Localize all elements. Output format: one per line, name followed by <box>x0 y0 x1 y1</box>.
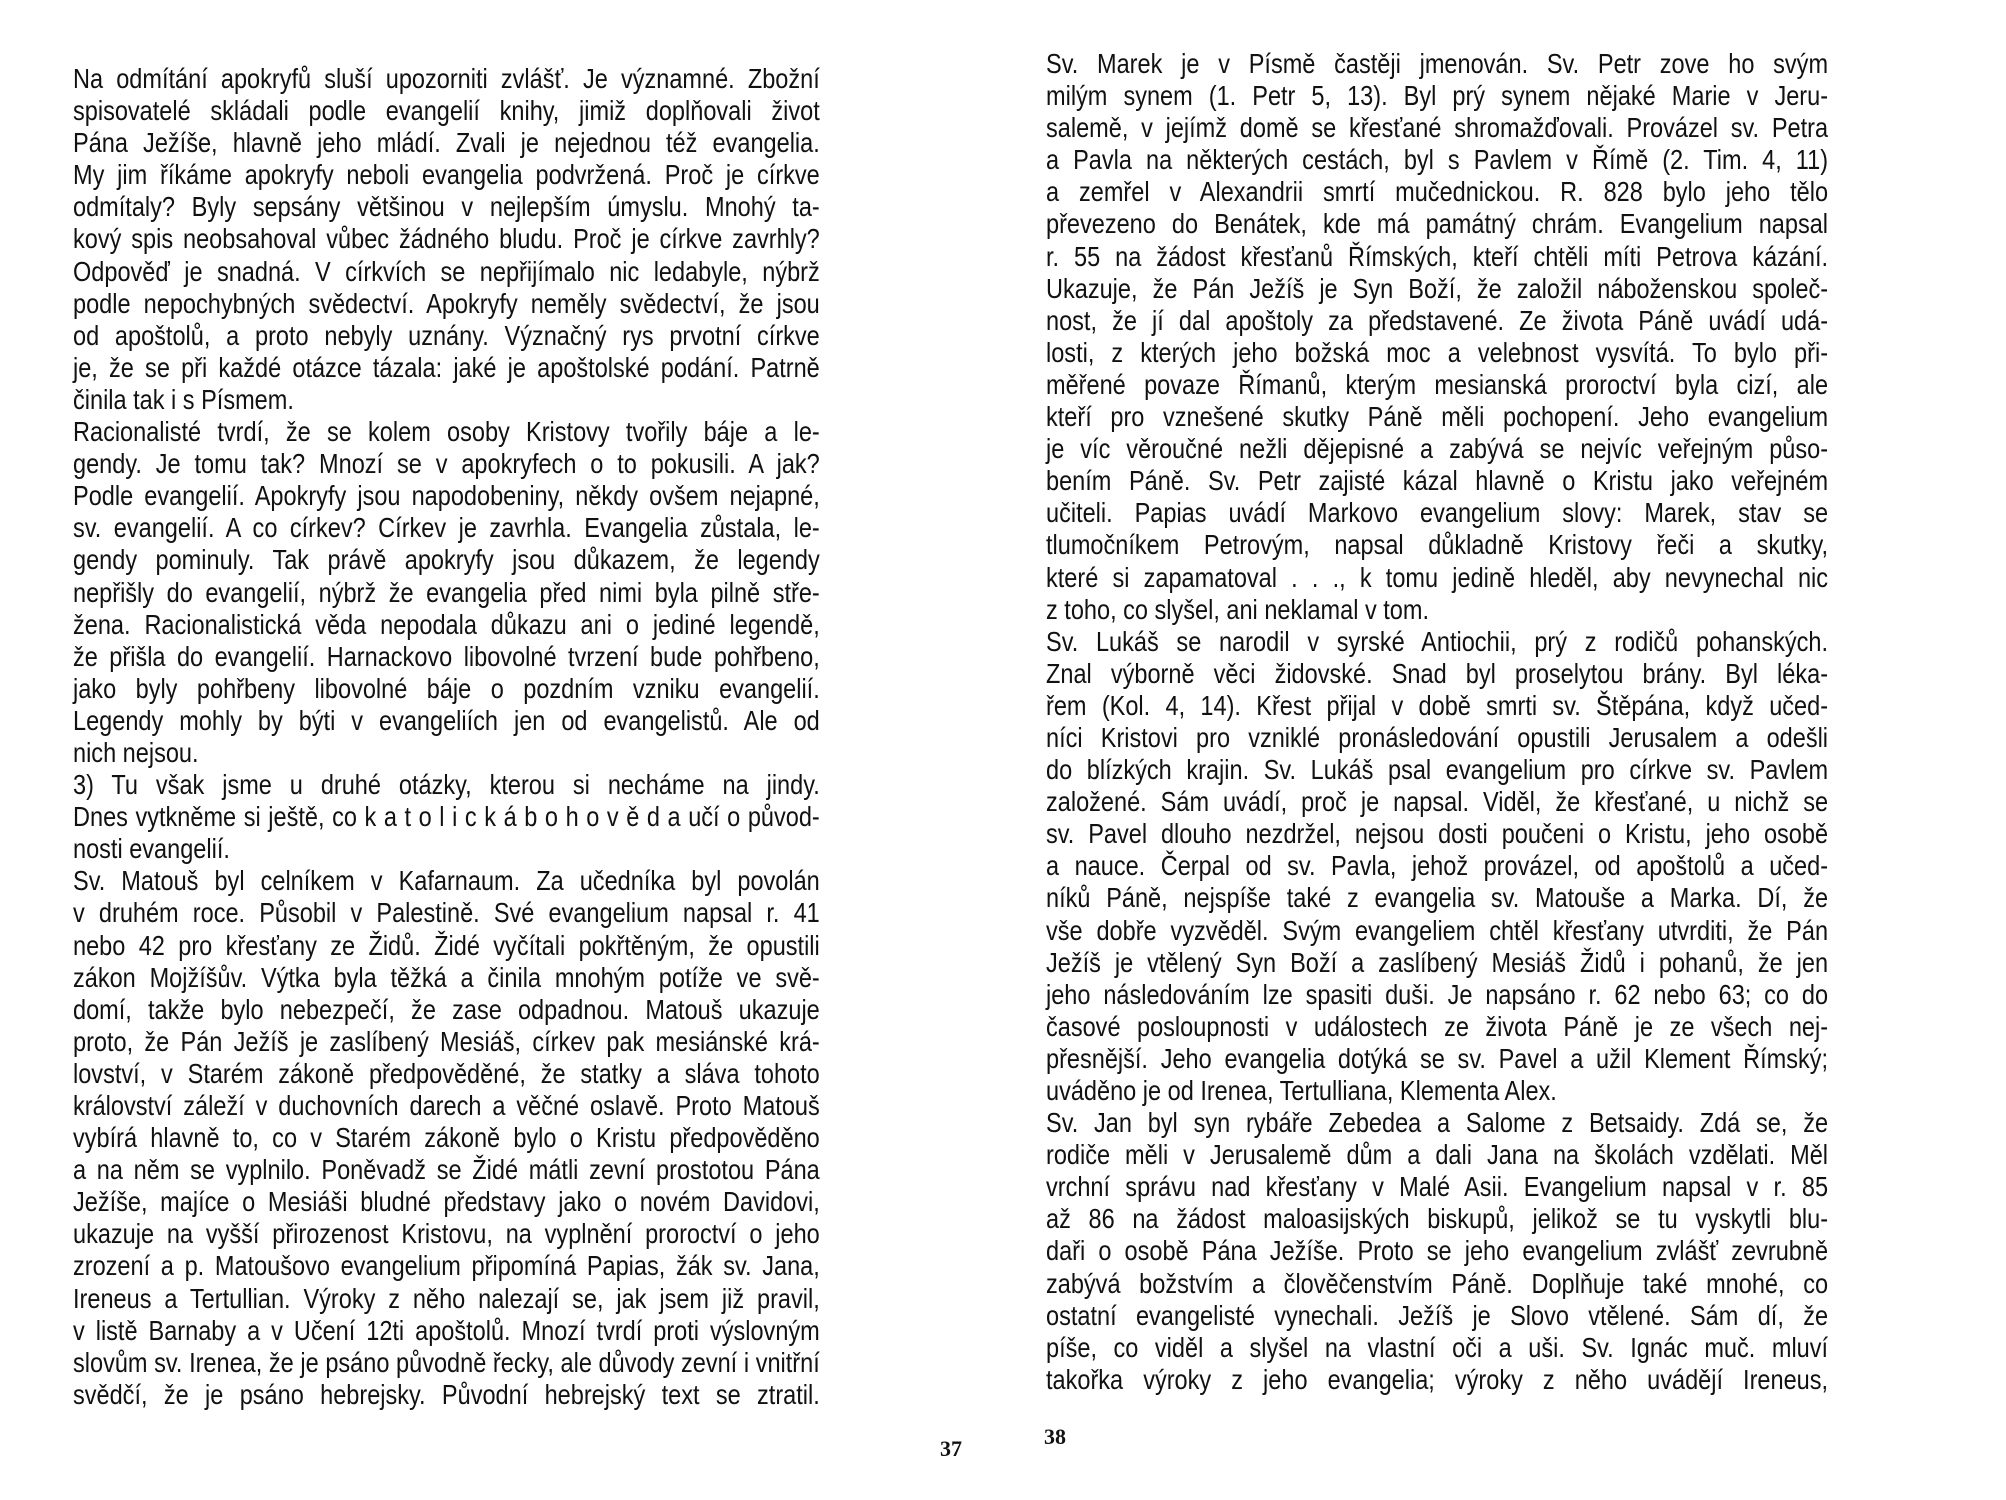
text-line <box>1046 176 1977 208</box>
right-page-text <box>1046 48 1977 1396</box>
text-line-content: uváděno je od Irenea, Tertulliana, Klementa Alex. <box>1046 1075 1557 1106</box>
text-line-content: přesnější. Jeho evangelia dotýká se sv. Pavel a užil Klement Římský; <box>1046 1042 1829 1074</box>
text-line-content: gendy. Je tomu tak? Mnozí se v apokryfech o to pokusili. A jak? <box>73 448 820 480</box>
text-line-content: nost, že jí dal apoštoly za představené. Ze života Páně uvádí udá- <box>1046 304 1829 336</box>
text-line <box>1046 882 1977 914</box>
text-line <box>1046 818 1977 850</box>
text-line-content: vše dobře vyzvěděl. Svým evangeliem chtěl křesťany utvrditi, že Pán <box>1046 914 1829 946</box>
text-line <box>73 1122 962 1154</box>
text-line <box>73 191 962 223</box>
text-line-content: Legendy mohly by býti v evangeliích jen od evangelistů. Ale od <box>73 704 820 736</box>
text-line <box>73 641 962 673</box>
text-line-content: domí, takže bylo nebezpečí, že zase odpadnou. Matouš ukazuje <box>73 993 820 1025</box>
text-line-content: vrchní správu nad křesťany v Malé Asii. Evangelium napsal v r. 85 <box>1046 1171 1829 1203</box>
text-line-content: jeho následováním lze spasiti duši. Je napsáno r. 62 nebo 63; co do <box>1046 978 1829 1010</box>
text-line-content: v druhém roce. Působil v Palestině. Své evangelium napsal r. 41 <box>73 897 820 929</box>
text-line-content: lovství, v Starém zákoně předpověděné, že statky a sláva tohoto <box>73 1057 820 1089</box>
text-line <box>1046 241 1977 273</box>
text-line <box>73 769 962 801</box>
text-line-content: Sv. Matouš byl celníkem v Kafarnaum. Za učedníka byl povolán <box>73 865 820 897</box>
text-line <box>1046 1300 1977 1332</box>
text-line <box>73 223 962 255</box>
text-line <box>1046 1364 1977 1396</box>
text-line <box>1046 497 1977 529</box>
text-line <box>1046 1332 1977 1364</box>
text-line <box>1046 594 1977 626</box>
text-line <box>73 1026 962 1058</box>
text-line <box>73 994 962 1026</box>
text-line-content: nepřišly do evangelií, nýbrž že evangelia před nimi byla pilně stře- <box>73 576 820 608</box>
text-line <box>1046 112 1977 144</box>
left-page-text <box>73 63 962 1411</box>
text-line-content: kteří pro vznešené skutky Páně měli pochopení. Jeho evangelium <box>1046 401 1829 433</box>
text-line <box>73 544 962 576</box>
text-line-content: takořka výroky z jeho evangelia; výroky z něho uvádějí Ireneus, <box>1046 1363 1829 1395</box>
text-line <box>1046 1268 1977 1300</box>
page-number-left: 37 <box>940 1436 962 1461</box>
text-line-content: ukazuje na vyšší přirozenost Kristovu, na vyplnění proroctví o jeho <box>73 1218 820 1250</box>
text-line <box>73 1283 962 1315</box>
text-line-content: řem (Kol. 4, 14). Křest přijal v době smrti sv. Štěpána, když učed- <box>1046 689 1829 721</box>
text-line-content: milým synem (1. Petr 5, 13). Byl prý synem nějaké Marie v Jeru- <box>1046 80 1829 112</box>
text-line-content: Sv. Marek je v Písmě častěji jmenován. Sv. Petr zove ho svým <box>1046 48 1829 79</box>
text-line <box>73 127 962 159</box>
text-line-content: bením Páně. Sv. Petr zajisté kázal hlavně o Kristu jako veřejném <box>1046 465 1829 497</box>
text-line <box>1046 48 1977 80</box>
text-line <box>1046 1139 1977 1171</box>
text-line-content: podle nepochybných svědectví. Apokryfy neměly svědectví, že jsou <box>73 287 820 319</box>
text-line-content: proto, že Pán Ježíš je zaslíbený Mesiáš, církev pak mesiánské krá- <box>73 1025 820 1057</box>
text-line <box>73 962 962 994</box>
text-line <box>1046 1235 1977 1267</box>
text-line-content: Ježíše, majíce o Mesiáši bludné představy jako o novém Davidovi, <box>73 1186 820 1218</box>
text-line <box>73 705 962 737</box>
text-line <box>1046 626 1977 658</box>
text-line-content: tlumočníkem Petrovým, napsal důkladně Kristovy řeči a skutky, <box>1046 529 1829 561</box>
text-line-content: království záleží v duchovních darech a věčné oslavě. Proto Matouš <box>73 1090 820 1121</box>
text-line-content: salemě, v jejímž domě se křesťané shromažďovali. Provázel sv. Petra <box>1046 112 1829 144</box>
text-line-content: které si zapamatoval . . ., k tomu jedině hleděl, aby nevynechal nic <box>1046 561 1829 593</box>
text-line-content: nebo 42 pro křesťany ze Židů. Židé vyčítali pokřtěným, že opustili <box>73 929 820 961</box>
text-line <box>1046 273 1977 305</box>
text-line-content: a zemřel v Alexandrii smrtí mučednickou. R. 828 bylo jeho tělo <box>1046 176 1829 208</box>
text-line-content: Ukazuje, že Pán Ježíš je Syn Boží, že založil náboženskou společ- <box>1046 272 1829 304</box>
text-line-content: losti, z kterých jeho božská moc a velebnost vysvítá. To bylo při- <box>1046 336 1829 368</box>
text-line <box>73 159 962 191</box>
text-line <box>73 609 962 641</box>
text-line-content: zákon Mojžíšův. Výtka byla těžká a činila mnohým potíže ve svě- <box>73 961 820 993</box>
text-line <box>73 448 962 480</box>
text-line <box>73 577 962 609</box>
text-line <box>1046 1075 1977 1107</box>
text-line <box>1046 947 1977 979</box>
text-line-content: zrození a p. Matoušovo evangelium připomíná Papias, žák sv. Jana, <box>73 1250 820 1282</box>
text-line-content: a na něm se vyplnilo. Poněvadž se Židé mátli zevní prostotou Pána <box>73 1154 820 1186</box>
text-line <box>73 1347 962 1379</box>
text-line <box>1046 658 1977 690</box>
text-line <box>1046 80 1977 112</box>
text-line-content: do blízkých krajin. Sv. Lukáš psal evangelium pro církve sv. Pavlem <box>1046 754 1829 786</box>
text-line <box>73 1090 962 1122</box>
text-line-content: sv. evangelií. A co církev? Církev je zavrhla. Evangelia zůstala, le- <box>73 512 820 544</box>
text-line-content: Racionalisté tvrdí, že se kolem osoby Kristovy tvořily báje a le- <box>73 416 820 448</box>
text-line-content: Sv. Jan byl syn rybáře Zebedea a Salome z Betsaidy. Zdá se, že <box>1046 1107 1829 1139</box>
text-line-content: a nauce. Čerpal od sv. Pavla, jehož provázel, od apoštolů a učed- <box>1046 850 1829 882</box>
text-line-content: sv. Pavel dlouho nezdržel, nejsou dosti poučeni o Kristu, jeho osobě <box>1046 818 1829 850</box>
text-line-content: žena. Racionalistická věda nepodala důkazu ani o jediné legendě, <box>73 608 820 640</box>
text-line-content: Na odmítání apokryfů sluší upozorniti zvlášť. Je významné. Zbožní <box>73 63 820 94</box>
text-line-content: Dnes vytkněme si ještě, co k a t o l i c k á b o h o v ě d a učí o původ- <box>73 801 820 833</box>
text-line <box>1046 850 1977 882</box>
text-line-content: Odpověď je snadná. V církvích se nepřijímalo nic ledabyle, nýbrž <box>73 255 820 287</box>
text-line-content: časové posloupnosti v událostech ze života Páně je ze všech nej- <box>1046 1010 1829 1042</box>
text-line-content: je víc věroučné nežli dějepisné a zabývá se nejvíc veřejným půso- <box>1046 433 1829 465</box>
text-line-content: až 86 na žádost maloasijských biskupů, jelikož se tu vyskytli blu- <box>1046 1203 1829 1235</box>
text-line <box>73 1379 962 1411</box>
text-line-content: spisovatelé skládali podle evangelií knihy, jimiž doplňovali život <box>73 95 820 127</box>
text-line-content: je, že se při každé otázce tázala: jaké je apoštolské podání. Patrně <box>73 351 820 383</box>
text-line-content: níků Páně, nejspíše také z evangelia sv. Matouše a Marka. Dí, že <box>1046 882 1829 914</box>
text-line <box>1046 979 1977 1011</box>
text-line-content: kový spis neobsahoval vůbec žádného bludu. Proč je církve zavrhly? <box>73 223 820 255</box>
text-line <box>73 63 962 95</box>
text-line <box>1046 562 1977 594</box>
text-line-content: daři o osobě Pána Ježíše. Proto se jeho evangelium zvlášť zevrubně <box>1046 1235 1829 1267</box>
text-line <box>73 1218 962 1250</box>
text-line <box>1046 1171 1977 1203</box>
text-line-content: v listě Barnaby a v Učení 12ti apoštolů. Mnozí tvrdí proti výslovným <box>73 1314 820 1346</box>
text-line-content: že přišla do evangelií. Harnackovo libovolné tvrzení bude pohřbeno, <box>73 640 820 672</box>
text-line-content: ostatní evangelisté vynechali. Ježíš je Slovo vtělené. Sám dí, že <box>1046 1299 1829 1331</box>
text-line-content: Podle evangelií. Apokryfy jsou napodobeniny, někdy ovšem nejapné, <box>73 480 820 512</box>
text-line <box>73 320 962 352</box>
text-line-content: učiteli. Papias uvádí Markovo evangelium slovy: Marek, stav se <box>1046 497 1829 529</box>
text-line-content: píše, co viděl a slyšel na vlastní oči a uši. Sv. Ignác muč. mluví <box>1046 1331 1829 1363</box>
text-line <box>73 801 962 833</box>
text-line-content: Pána Ježíše, hlavně jeho mládí. Zvali je nejednou též evangelia. <box>73 127 820 159</box>
text-line <box>1046 433 1977 465</box>
text-line-content: měřené povaze Římanů, kterým mesianská proroctví byla cizí, ale <box>1046 368 1829 400</box>
text-line-content: založené. Sám uvádí, proč je napsal. Viděl, že křesťané, u nichž se <box>1046 786 1829 818</box>
text-line <box>1046 465 1977 497</box>
text-line <box>73 480 962 512</box>
text-line-content: Ireneus a Tertullian. Výroky z něho nalezají se, jak jsem již pravil, <box>73 1282 820 1314</box>
text-line-content: níci Kristovi pro vzniklé pronásledování opustili Jerusalem a odešli <box>1046 721 1829 753</box>
text-line <box>73 288 962 320</box>
text-line <box>73 512 962 544</box>
text-line <box>1046 529 1977 561</box>
text-line <box>73 1058 962 1090</box>
text-line-content: vybírá hlavně to, co v Starém zákoně bylo o Kristu předpověděno <box>73 1122 820 1154</box>
text-line <box>1046 915 1977 947</box>
text-line <box>73 95 962 127</box>
text-line <box>73 1315 962 1347</box>
text-line <box>1046 401 1977 433</box>
text-line <box>1046 1203 1977 1235</box>
text-line <box>73 416 962 448</box>
text-line-content: Ježíš je vtělený Syn Boží a zaslíbený Mesiáš Židů i pohanů, že jen <box>1046 946 1829 978</box>
text-line <box>73 833 962 865</box>
text-line <box>1046 369 1977 401</box>
text-line <box>73 897 962 929</box>
text-line-content: odmítaly? Byly sepsány většinou v nejlepším úmyslu. Mnohý ta- <box>73 191 820 223</box>
text-line-content: a Pavla na některých cestách, byl s Pavlem v Římě (2. Tim. 4, 11) <box>1046 144 1829 176</box>
text-line <box>1046 786 1977 818</box>
text-line-content: činila tak i s Písmem. <box>73 383 294 415</box>
text-line-content: nich nejsou. <box>73 736 199 768</box>
text-line <box>1046 722 1977 754</box>
text-line-content: slovům sv. Irenea, že je psáno původně řecky, ale důvody zevní i vnitřní <box>73 1346 820 1378</box>
text-line <box>1046 337 1977 369</box>
text-line <box>1046 144 1977 176</box>
text-line <box>1046 1011 1977 1043</box>
text-line-content: Sv. Lukáš se narodil v syrské Antiochii, prý z rodičů pohanských. <box>1046 625 1829 657</box>
text-line <box>1046 690 1977 722</box>
text-line-content: r. 55 na žádost křesťanů Římských, kteří chtěli míti Petrova kázání. <box>1046 240 1829 272</box>
text-line-content: nosti evangelií. <box>73 833 230 865</box>
text-line <box>1046 305 1977 337</box>
text-line <box>1046 754 1977 786</box>
text-line-content: převezeno do Benátek, kde má památný chrám. Evangelium napsal <box>1046 208 1829 240</box>
page-number-right: 38 <box>1044 1424 1066 1449</box>
text-line <box>73 1250 962 1282</box>
text-line <box>1046 1043 1977 1075</box>
text-line-content: zabývá božstvím a člověčenstvím Páně. Doplňuje také mnohé, co <box>1046 1267 1829 1299</box>
text-line-content: gendy pominuly. Tak právě apokryfy jsou důkazem, že legendy <box>73 544 820 576</box>
text-line-content: z toho, co slyšel, ani neklamal v tom. <box>1046 593 1430 625</box>
text-line-content: rodiče měli v Jerusalemě dům a dali Jana na školách vzdělati. Měl <box>1046 1139 1829 1171</box>
text-line <box>73 256 962 288</box>
text-line <box>73 1154 962 1186</box>
text-line <box>73 352 962 384</box>
text-line-content: Znal výborně věci židovské. Snad byl proselytou brány. Byl léka- <box>1046 657 1829 689</box>
text-line <box>73 384 962 416</box>
text-line-content: od apoštolů, a proto nebyly uznány. Význačný rys prvotní církve <box>73 319 820 351</box>
text-line-content: svědčí, že je psáno hebrejsky. Původní hebrejský text se ztratil. <box>73 1378 820 1410</box>
text-line <box>1046 1107 1977 1139</box>
text-line <box>73 673 962 705</box>
text-line <box>1046 208 1977 240</box>
text-line-content: 3) Tu však jsme u druhé otázky, kterou si necháme na jindy. <box>73 769 820 801</box>
text-line-content: My jim říkáme apokryfy neboli evangelia podvržená. Proč je církve <box>73 159 820 191</box>
text-line <box>73 865 962 897</box>
text-line <box>73 1186 962 1218</box>
text-line-content: jako byly pohřbeny libovolné báje o pozdním vzniku evangelií. <box>73 672 820 704</box>
text-line <box>73 737 962 769</box>
text-line <box>73 930 962 962</box>
